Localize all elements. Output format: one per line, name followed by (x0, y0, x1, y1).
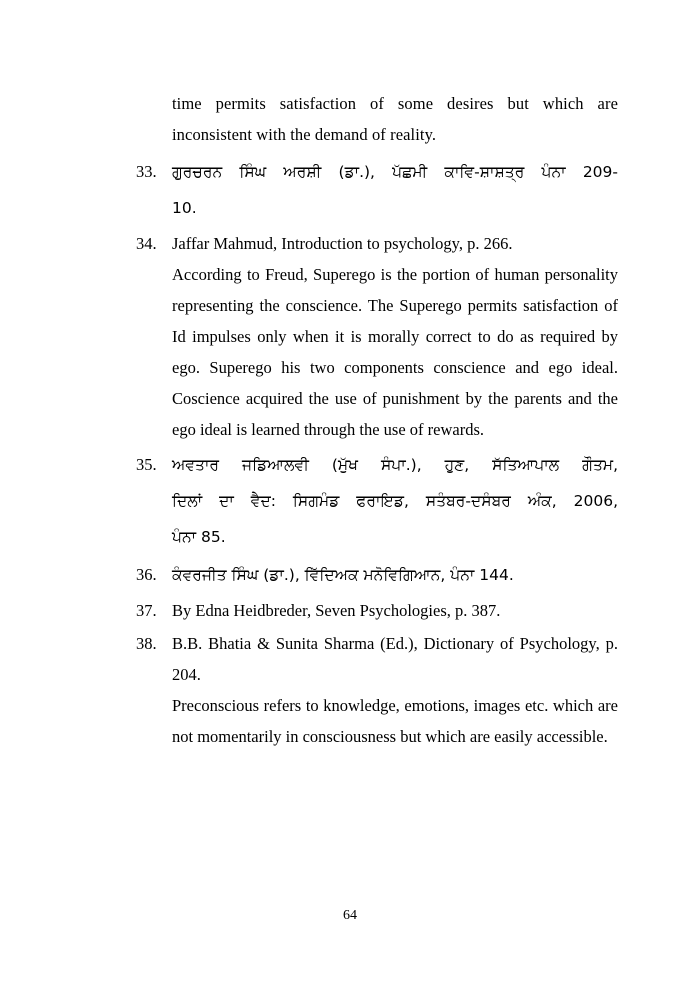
reference-body (172, 557, 618, 593)
reference-number: 37. (136, 601, 157, 620)
reference-number: 35. (136, 455, 157, 474)
reference-body (172, 447, 618, 555)
reference-citation: By Edna Heidbreder, Seven Psychologies, p. 387. (172, 601, 501, 620)
reference-line: ਅਵਤਾਰ ਜਡਿਆਲਵੀ (ਮੁੱਖ ਸੰਪਾ.), ਹੁਣ, ਸੱਤਿਆਪਾਲ ਗੌਤਮ, (172, 456, 618, 474)
reference-line: 10. (172, 199, 197, 217)
reference-entry-36 (136, 557, 618, 593)
reference-line: ਪੰਨਾ 85. (172, 528, 226, 546)
reference-number: 33. (136, 162, 157, 181)
continuation-paragraph: time permits satisfaction of some desires but which are inconsistent with the demand of reality. (172, 94, 618, 144)
reference-body (172, 154, 618, 226)
reference-entry-34 (136, 228, 618, 445)
page-number: 64 (343, 908, 357, 923)
reference-line: ਕੰਵਰਜੀਤ ਸਿੰਘ (ਡਾ.), ਵਿੱਦਿਅਕ ਮਨੋਵਿਗਿਆਨ, ਪੰਨਾ 144. (172, 566, 514, 584)
reference-note: Preconscious refers to knowledge, emotions, images etc. which are not momentarily in consciousness but which are easily accessible. (172, 696, 618, 746)
reference-citation: B.B. Bhatia & Sunita Sharma (Ed.), Dictionary of Psychology, p. 204. (172, 634, 618, 684)
reference-line: ਗੁਰਚਰਨ ਸਿੰਘ ਅਰਸ਼ੀ (ਡਾ.), ਪੱਛਮੀ ਕਾਵਿ-ਸ਼ਾਸ਼ਤ੍ਰ ਪੰਨਾ 209- (172, 163, 618, 181)
reference-citation: Jaffar Mahmud, Introduction to psychology, p. 266. (172, 234, 513, 253)
reference-note: According to Freud, Superego is the portion of human personality representing the conscience. The Superego permits satisfaction of Id impulses only when it is morally correct to do as required by ego. Superego his two components conscience and ego ideal. Coscience acquired the use of punishment by the parents and the ego ideal is learned through the use of rewards. (172, 265, 618, 439)
reference-number: 38. (136, 634, 157, 653)
reference-entry-35 (136, 447, 618, 555)
page-text-column (136, 88, 618, 754)
reference-entry-33 (136, 154, 618, 226)
reference-number: 34. (136, 234, 157, 253)
reference-entry-37 (136, 595, 618, 626)
reference-entry-38 (136, 628, 618, 752)
reference-number: 36. (136, 565, 157, 584)
reference-body (172, 595, 618, 626)
reference-line: ਦਿਲਾਂ ਦਾ ਵੈਦ: ਸਿਗਮੰਡ ਫਰਾਇਡ, ਸਤੰਬਰ-ਦਸੰਬਰ ਅੰਕ, 2006, (172, 492, 618, 510)
reference-body (172, 628, 618, 752)
reference-body (172, 228, 618, 445)
